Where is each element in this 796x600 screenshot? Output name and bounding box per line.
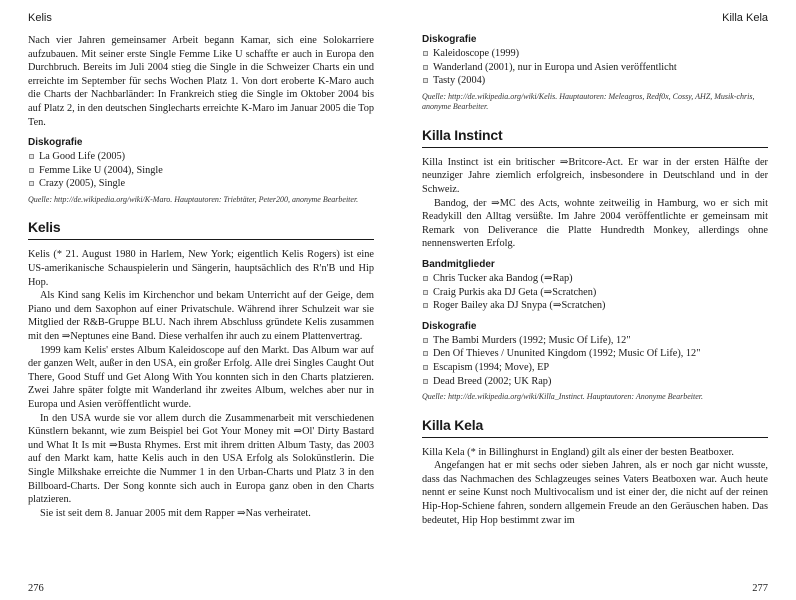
list-item: Tasty (2004) — [422, 74, 768, 88]
intro-paragraph: Nach vier Jahren gemeinsamer Arbeit begann Kamar, sich eine Solokarriere aufzubauen. Mit seiner erste Single Femme Like U schaffte er auch in Europa den Durchbruch. Bereits im Juli 2004 stieg die Single in die Schweizer Charts ein und erreichte im September für sechs Wochen Platz 1. Von dort eroberte K-Maro auch die Charts der Nachbarländer: In Frankreich stieg die Single im Oktober 2004 bis auf Platz 2, in den deutschen Singlecharts erreichte K-Maro im Januar 2005 die Top Ten. — [28, 35, 374, 128]
list-item: Den Of Thieves / Ununited Kingdom (1992; Music Of Life), 12" — [422, 347, 768, 361]
list-item: Roger Bailey aka DJ Snypa (⇒Scratchen) — [422, 299, 768, 313]
list-item: Escapism (1994; Move), EP — [422, 361, 768, 375]
paragraph: Sie ist seit dem 8. Januar 2005 mit dem Rapper ⇒Nas verheiratet. — [40, 507, 311, 519]
running-head-left: Kelis — [28, 12, 52, 24]
discography-heading-right: Diskografie — [422, 34, 477, 45]
list-item: Crazy (2005), Single — [28, 177, 374, 191]
section-title-kelis: Kelis — [28, 219, 374, 240]
discography-list-2 — [422, 334, 768, 388]
section-title-killa-instinct: Killa Instinct — [422, 127, 768, 148]
page-number-right: 277 — [752, 583, 768, 594]
members-heading: Bandmitglieder — [422, 258, 495, 270]
source-note-left: Quelle: http://de.wikipedia.org/wiki/K-Maro. Hauptautoren: Triebtäter, Peter200, anonyme Bearbeiter. — [28, 194, 359, 204]
paragraph: 1999 kam Kelis' erstes Album Kaleidoscope auf den Markt. Das Album war auf der ganzen Welt, außer in den USA, ein großer Erfolg. Alle drei Singles Caught Out There, Good Stuff und Get Along With You konnten sich in den Charts platzieren. Zwei Jahre später folgte mit Wanderland ihr zweites Album, welches aber nur in Europa und Asien veröffentlicht wurde. — [28, 344, 374, 410]
list-item: Craig Purkis aka DJ Geta (⇒Scratchen) — [422, 286, 768, 300]
members-list — [422, 272, 768, 313]
paragraph: In den USA wurde sie vor allem durch die Zusammenarbeit mit verschiedenen Künstlern bekannt, wie zum Beispiel bei Got Your Money mit ⇒Ol' Dirty Bastard und What It Is mit ⇒Busta Rhymes. Erst mit ihrem dritten Album Tasty, das 2003 auf den Markt kam, hatte Kelis auch in den USA Erfolg als Solokünstlerin. Die Single Milkshake erreichte die Nummer 1 in den Urban-Charts und Platz 3 in den Billboard-Charts. Der Song konnte sich auch in Europa ganz oben in den Charts platzieren. — [28, 412, 374, 506]
paragraph: Angefangen hat er mit sechs oder sieben Jahren, als er noch gar nicht wusste, dass das Nachmachen des Schlagzeuges seines Vaters Beatboxen war. Auch heute nennt er seine Kunst noch Multivocalism und ist einer der, die nicht auf der reinen Hip-Hop-Schiene fahren, sondern allgemein Freude an den Geräuschen haben. Das bedeutet, Hip Hop bestimmt zwar im — [422, 460, 768, 526]
paragraph: Als Kind sang Kelis im Kirchenchor und bekam Unterricht auf der Geige, dem Piano und dem Saxophon auf einer Privatschule. Während ihrer Schulzeit war sie Mitglied der R&B-Gruppe BLU. Nach ihrem Abschluss gründete Kelis zusammen mit den ⇒Neptunes eine Band. Diese verhalfen ihr auch zu einem Plattenvertrag. — [28, 290, 374, 342]
source-note-2: Quelle: http://de.wikipedia.org/wiki/Killa_Instinct. Hauptautoren: Anonyme Bearbeiter. — [422, 392, 703, 402]
list-item: La Good Life (2005) — [28, 150, 374, 164]
source-note-right: Quelle: http://de.wikipedia.org/wiki/Kelis. Hauptautoren: Meleagros, Redf0x, Cossy, AHZ, Musik-chris, anonyme Bearbeiter. — [422, 91, 755, 112]
discography-heading-left: Diskografie — [28, 137, 83, 149]
discography-list-left — [28, 150, 374, 191]
paragraph: Killa Instinct ist ein britischer ⇒Britcore-Act. Er war in der ersten Hälfte der neunziger Jahre ziemlich erfolgreich, insbesondere in Deutschland und in der Schweiz. — [422, 156, 768, 195]
paragraph: Killa Kela (* in Billinghurst in England) gilt als einer der besten Beatboxer. — [422, 446, 734, 458]
running-head-right: Killa Kela — [722, 12, 768, 24]
section-title-killa-kela: Killa Kela — [422, 417, 768, 438]
list-item: Wanderland (2001), nur in Europa und Asien veröffentlicht — [422, 61, 768, 75]
list-item: Femme Like U (2004), Single — [28, 164, 374, 178]
list-item: Dead Breed (2002; UK Rap) — [422, 375, 768, 389]
right-page — [398, 0, 796, 600]
list-item: Kaleidoscope (1999) — [422, 47, 768, 61]
discography-list-right — [422, 47, 768, 88]
paragraph: Kelis (* 21. August 1980 in Harlem, New York; eigentlich Kelis Rogers) ist eine US-amerikanische Schauspielerin und Sängerin, hauptsächlich des R'n'B und Hip Hop. — [28, 249, 374, 288]
list-item: Chris Tucker aka Bandog (⇒Rap) — [422, 272, 768, 286]
paragraph: Bandog, der ⇒MC des Acts, wohnte zeitweilig in Hamburg, wo er sich mit Readykill den Alltag versüßte. Im Jahre 2004 veröffentlichte er gemeinsam mit Remark von Deliverance die Platte Hundredth Monkey, allerdings ohne nennenswerten Erfolg. — [422, 197, 768, 250]
list-item: The Bambi Murders (1992; Music Of Life), 12" — [422, 334, 768, 348]
discography-heading-2: Diskografie — [422, 320, 477, 332]
page-number-left: 276 — [28, 583, 44, 594]
